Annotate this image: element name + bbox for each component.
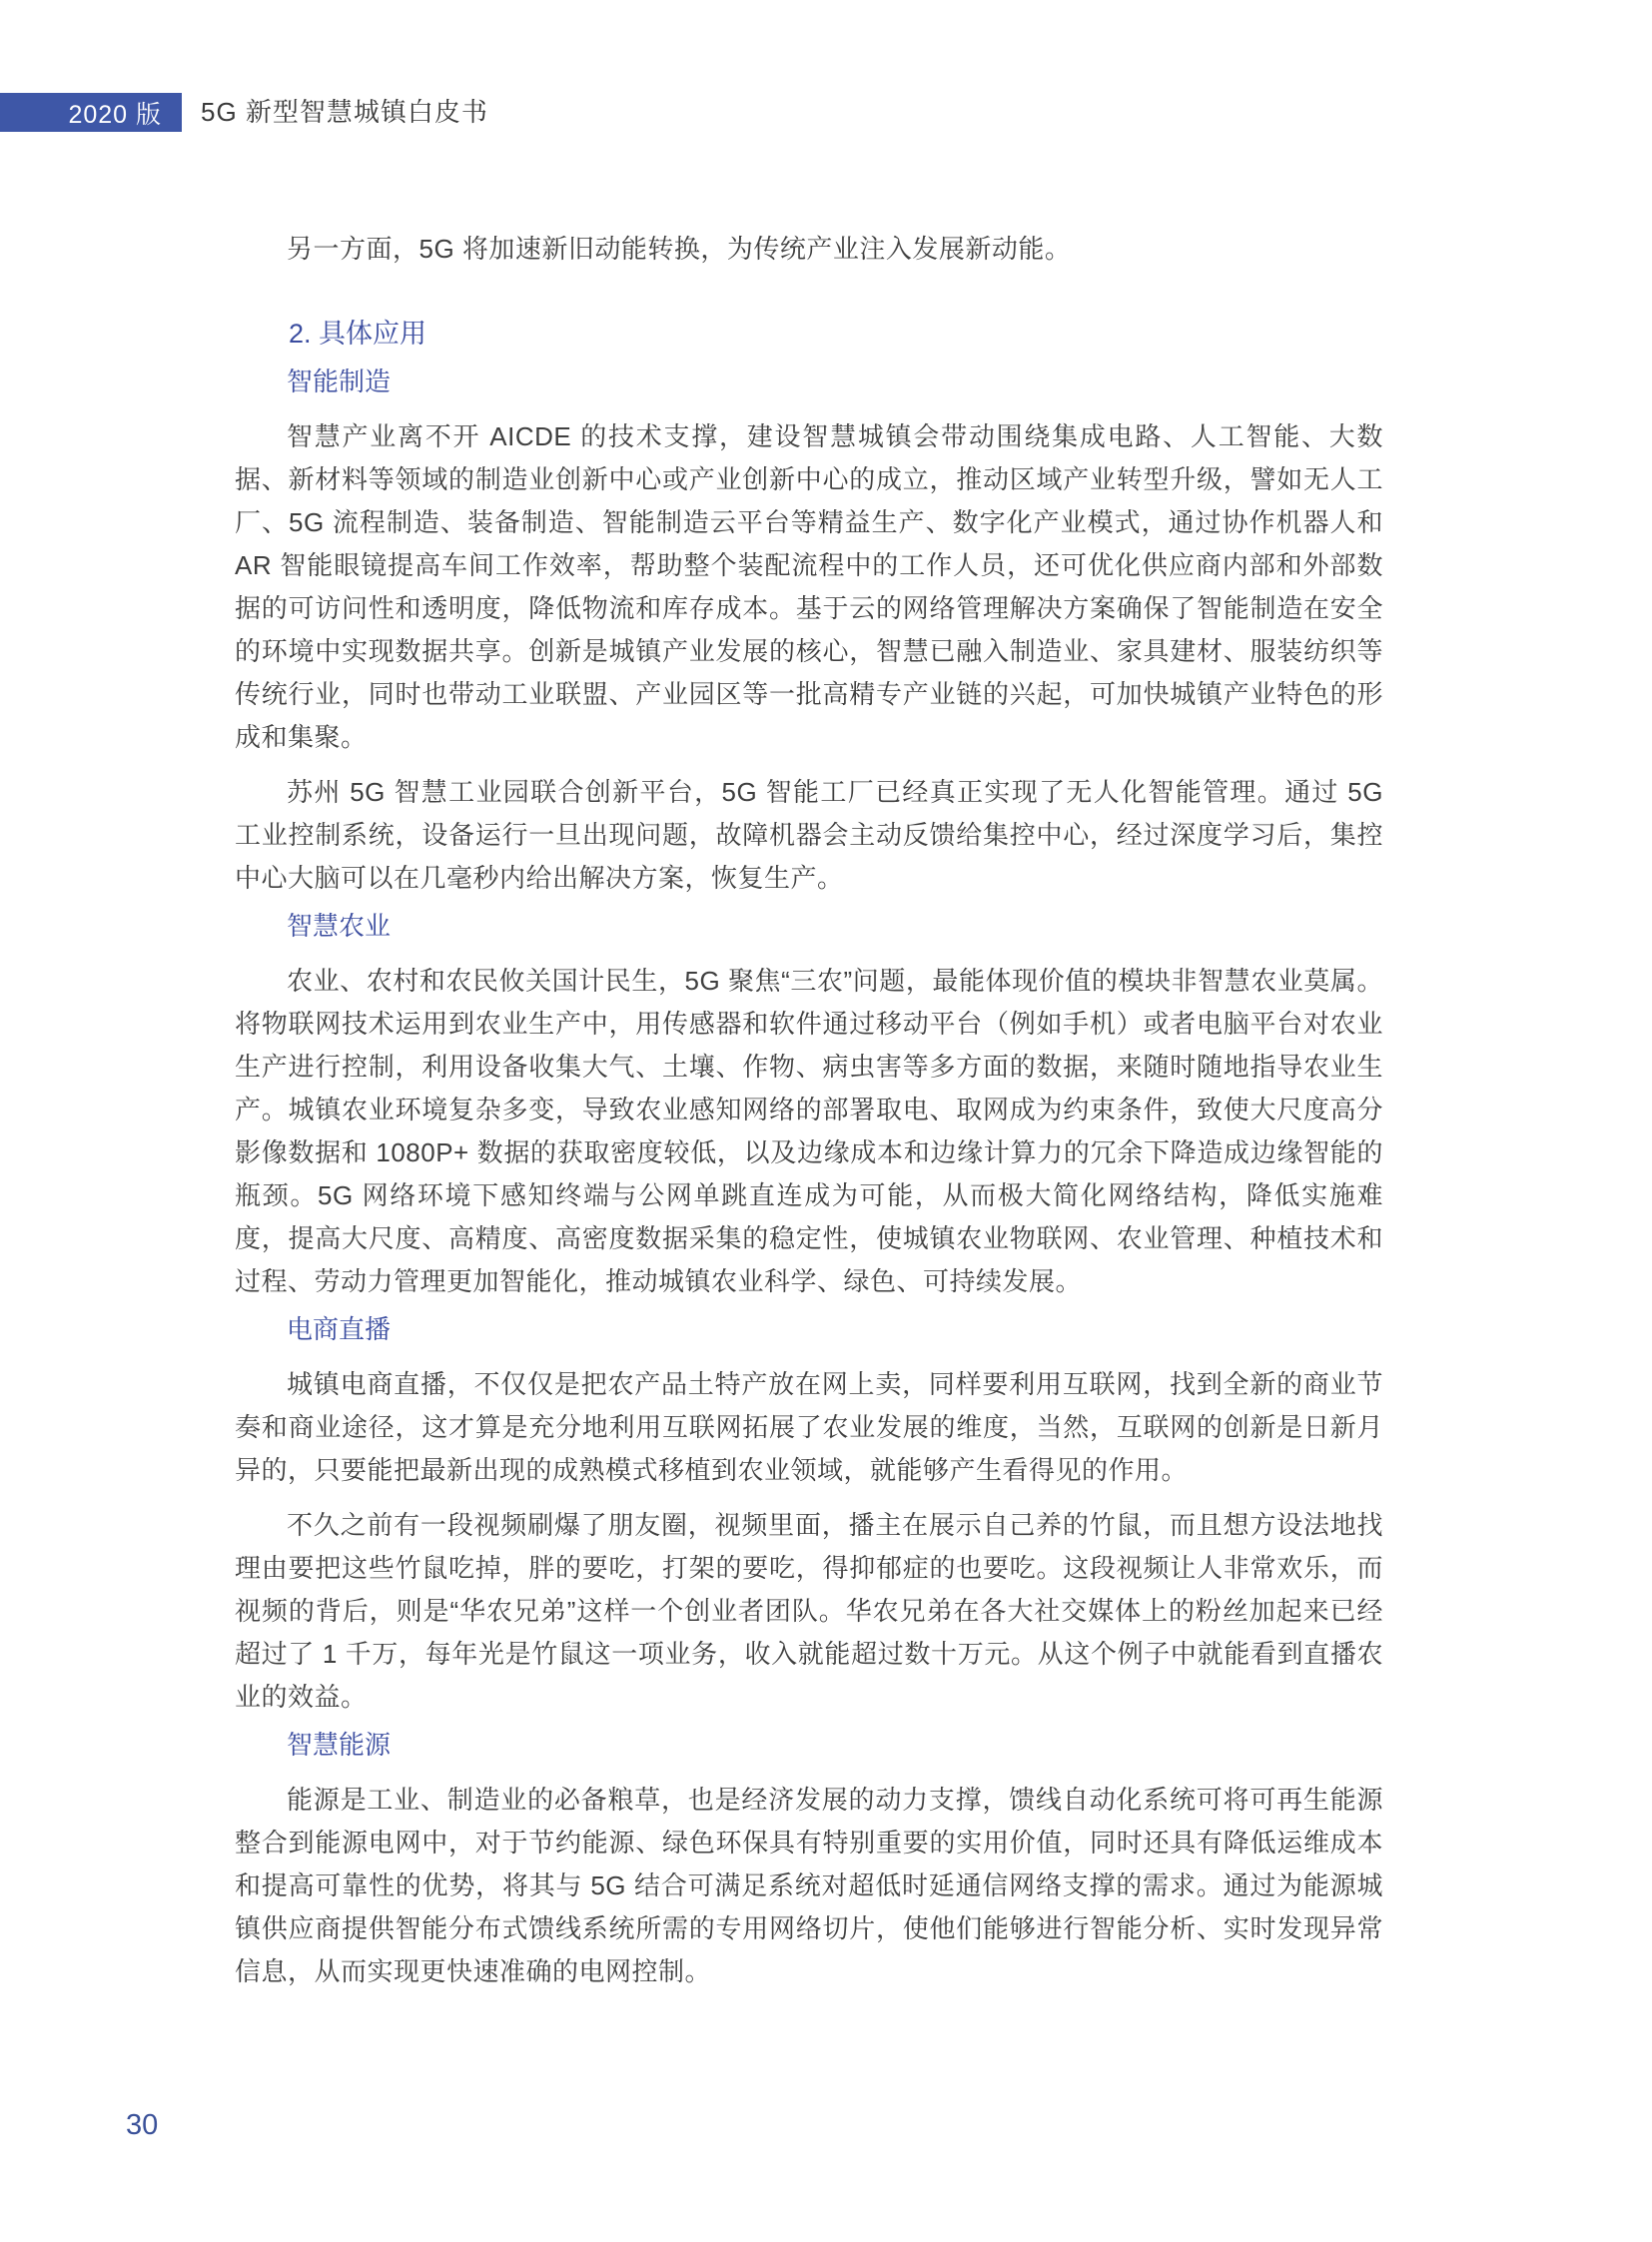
body-paragraph: 农业、农村和农民攸关国计民生，5G 聚焦“三农”问题，最能体现价值的模块非智慧农业莫属。将物联网技术运用到农业生产中，用传感器和软件通过移动平台（例如手机）或者电脑平台对农业生产进行控制，利用设备收集大气、土壤、作物、病虫害等多方面的数据，来随时随地指导农业生产。城镇农业环境复杂多变，导致农业感知网络的部署取电、取网成为约束条件，致使大尺度高分影像数据和 1080P+ 数据的获取密度较低，以及边缘成本和边缘计算力的冗余下降造成边缘智能的瓶颈。5G 网络环境下感知终端与公网单跳直连成为可能，从而极大简化网络结构，降低实施难度，提高大尺度、高精度、高密度数据采集的稳定性，使城镇农业物联网、农业管理、种植技术和过程、劳动力管理更加智能化，推动城镇农业科学、绿色、可持续发展。	[235, 966, 1383, 1296]
edition-badge: 2020 版	[0, 93, 182, 132]
intro-paragraph: 另一方面，5G 将加速新旧动能转换，为传统产业注入发展新动能。	[287, 234, 1072, 264]
page-content	[235, 228, 1383, 1993]
subsection-heading-ecommerce-livestream: 电商直播	[287, 1314, 392, 1344]
subsection-heading-smart-manufacturing: 智能制造	[287, 367, 392, 396]
body-paragraph: 不久之前有一段视频刷爆了朋友圈，视频里面，播主在展示自己养的竹鼠，而且想方设法地找理由要把这些竹鼠吃掉，胖的要吃，打架的要吃，得抑郁症的也要吃。这段视频让人非常欢乐，而视频的背后，则是“华农兄弟”这样一个创业者团队。华农兄弟在各大社交媒体上的粉丝加起来已经超过了 1 千万，每年光是竹鼠这一项业务，收入就能超过数十万元。从这个例子中就能看到直播农业的效益。	[235, 1510, 1383, 1712]
page-number: 30	[126, 2109, 159, 2141]
body-paragraph: 智慧产业离不开 AICDE 的技术支撑，建设智慧城镇会带动围绕集成电路、人工智能、大数据、新材料等领域的制造业创新中心或产业创新中心的成立，推动区域产业转型升级，譬如无人工厂、5G 流程制造、装备制造、智能制造云平台等精益生产、数字化产业模式，通过协作机器人和 AR 智能眼镜提高车间工作效率，帮助整个装配流程中的工作人员，还可优化供应商内部和外部数据的可访问性和透明度，降低物流和库存成本。基于云的网络管理解决方案确保了智能制造在安全的环境中实现数据共享。创新是城镇产业发展的核心，智慧已融入制造业、家具建材、服装纺织等传统行业，同时也带动工业联盟、产业园区等一批高精专产业链的兴起，可加快城镇产业特色的形成和集聚。	[235, 421, 1383, 752]
body-paragraph: 城镇电商直播，不仅仅是把农产品土特产放在网上卖，同样要利用互联网，找到全新的商业节奏和商业途径，这才算是充分地利用互联网拓展了农业发展的维度，当然，互联网的创新是日新月异的，只要能把最新出现的成熟模式移植到农业领域，就能够产生看得见的作用。	[235, 1369, 1383, 1485]
document-title: 5G 新型智慧城镇白皮书	[201, 97, 488, 127]
subsection-heading-smart-energy: 智慧能源	[287, 1730, 392, 1760]
body-paragraph: 能源是工业、制造业的必备粮草，也是经济发展的动力支撑，馈线自动化系统可将可再生能源整合到能源电网中，对于节约能源、绿色环保具有特别重要的实用价值，同时还具有降低运维成本和提高可靠性的优势，将其与 5G 结合可满足系统对超低时延通信网络支撑的需求。通过为能源城镇供应商提供智能分布式馈线系统所需的专用网络切片，使他们能够进行智能分析、实时发现异常信息，从而实现更快速准确的电网控制。	[235, 1785, 1383, 1986]
body-paragraph: 苏州 5G 智慧工业园联合创新平台，5G 智能工厂已经真正实现了无人化智能管理。通过 5G 工业控制系统，设备运行一旦出现问题，故障机器会主动反馈给集控中心，经过深度学习后，集控中心大脑可以在几毫秒内给出解决方案，恢复生产。	[235, 777, 1383, 893]
subsection-heading-smart-agriculture: 智慧农业	[287, 911, 392, 941]
section-heading-specific-applications: 2. 具体应用	[289, 319, 427, 349]
